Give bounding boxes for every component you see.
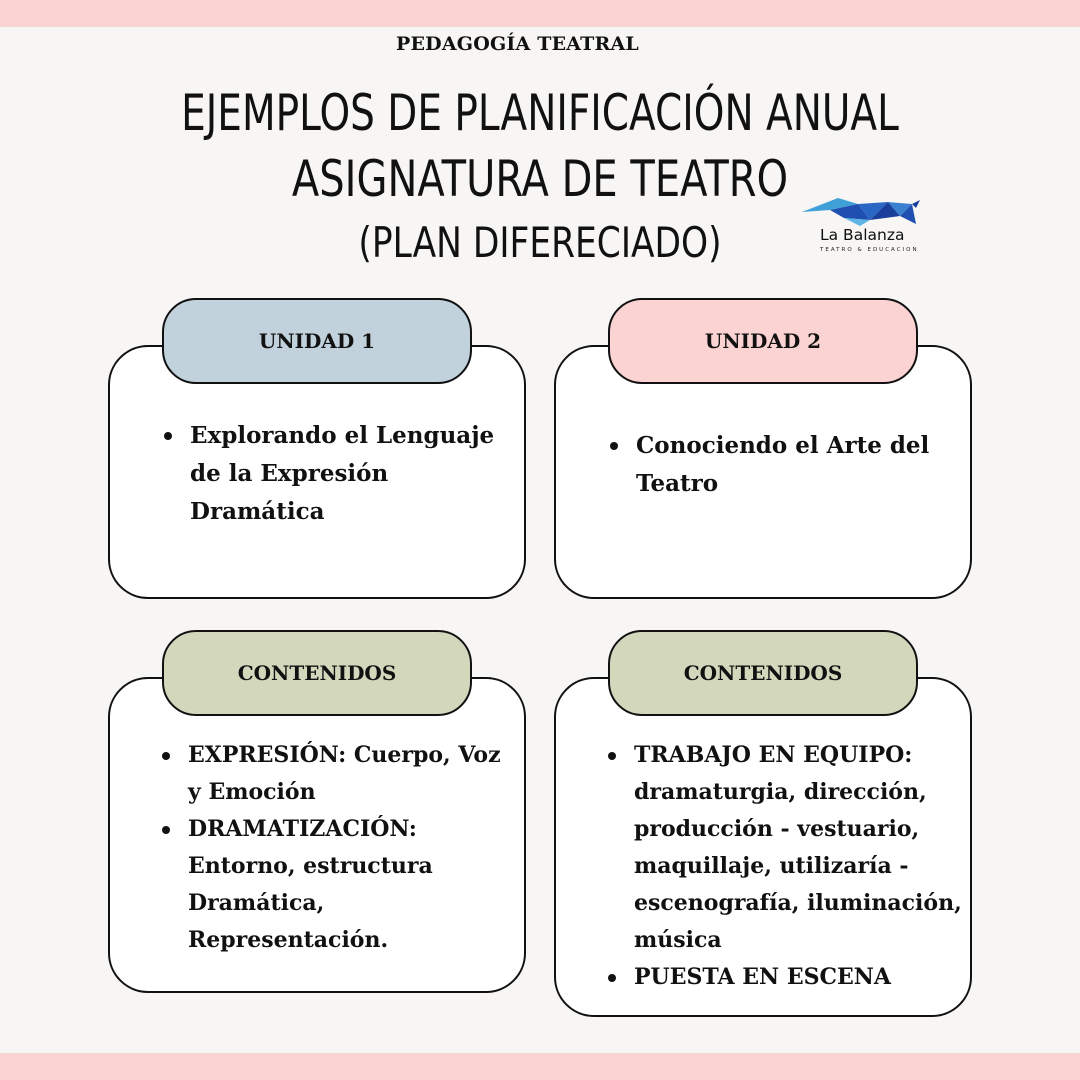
contents-2-list bbox=[608, 737, 963, 996]
list-item: TRABAJO EN EQUIPO: dramaturgia, dirección, producción - vestuario, maquillaje, utilizaría - escenografía, iluminación, música bbox=[608, 737, 963, 959]
contents-2-tab: CONTENIDOS bbox=[608, 630, 918, 716]
list-item: DRAMATIZACIÓN: Entorno, estructura Dramática, Representación. bbox=[162, 811, 512, 959]
top-band bbox=[0, 0, 1080, 27]
unit-2-tab: UNIDAD 2 bbox=[608, 298, 918, 384]
bottom-band bbox=[0, 1053, 1080, 1080]
logo-tagline: TEATRO & EDUCACION bbox=[820, 247, 919, 253]
unit-2-list bbox=[610, 427, 950, 503]
title-line-3: (PLAN DIFERECIADO) bbox=[358, 218, 722, 267]
contents-1-tab: CONTENIDOS bbox=[162, 630, 472, 716]
logo bbox=[800, 190, 924, 258]
title-line-2: ASIGNATURA DE TEATRO bbox=[291, 150, 789, 208]
contents-1-list bbox=[162, 737, 512, 959]
kicker: PEDAGOGÍA TEATRAL bbox=[396, 33, 639, 55]
unit-1-list bbox=[164, 417, 504, 531]
list-item: Explorando el Lenguaje de la Expresión Dramática bbox=[164, 417, 504, 531]
logo-name: La Balanza bbox=[820, 226, 905, 244]
title-line-1: EJEMPLOS DE PLANIFICACIÓN ANUAL bbox=[181, 84, 899, 142]
list-item: Conociendo el Arte del Teatro bbox=[610, 427, 950, 503]
contents-1-card bbox=[108, 677, 526, 993]
unit-1-tab: UNIDAD 1 bbox=[162, 298, 472, 384]
list-item: PUESTA EN ESCENA bbox=[608, 959, 963, 996]
logo-bird-icon bbox=[800, 190, 924, 230]
contents-2-card bbox=[554, 677, 972, 1017]
list-item: EXPRESIÓN: Cuerpo, Voz y Emoción bbox=[162, 737, 512, 811]
